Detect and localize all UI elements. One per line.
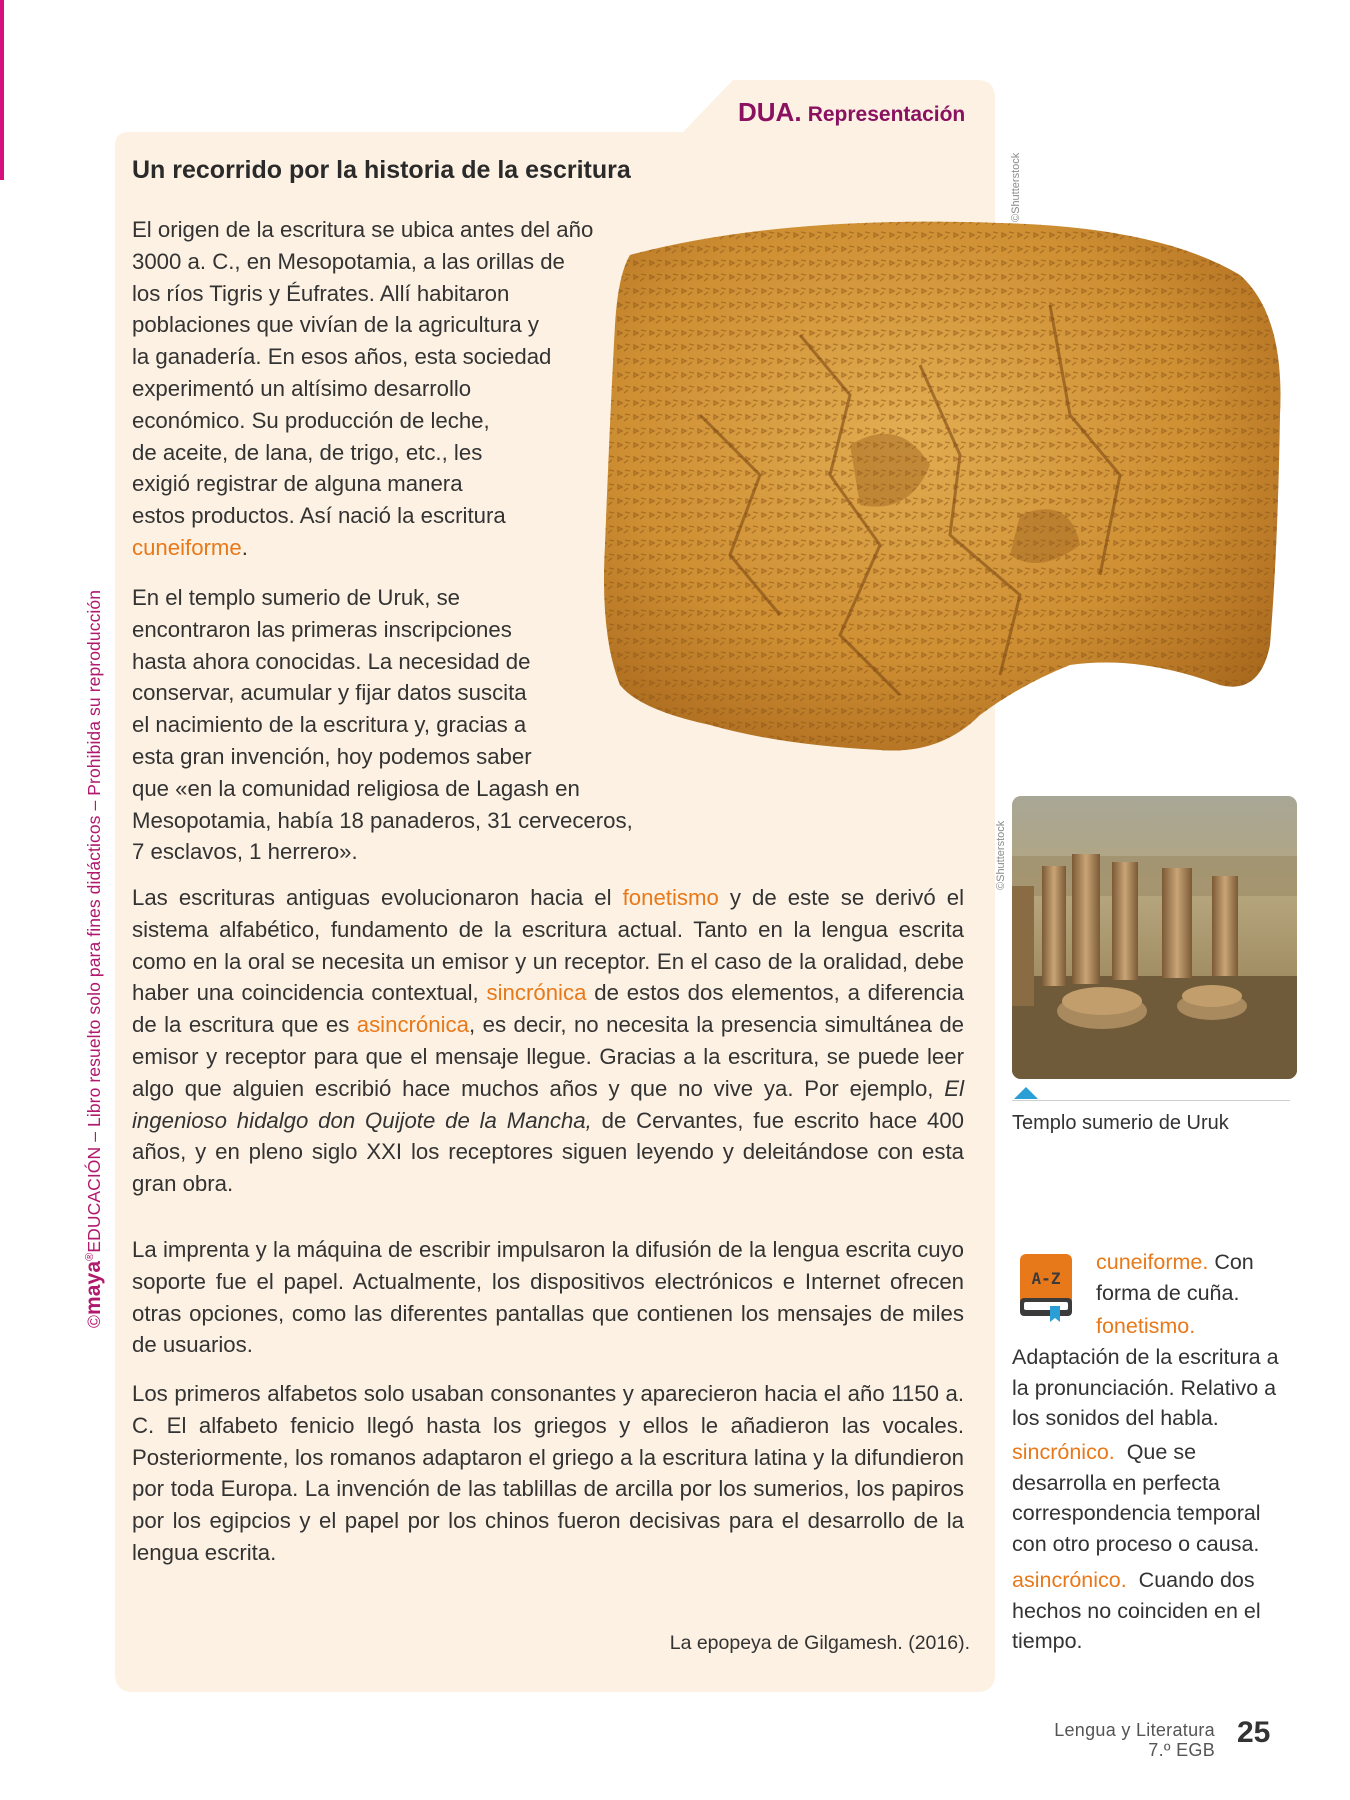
paragraph-phonetism: Las escrituras antiguas evolucionaron hacia el fonetismo y de este se derivó el sistema alfabético, fundamento de la escritura actual. Tanto en la lengua escrita como en la oral se necesita un emisor y un receptor. En el caso de la oralidad, debe haber una coincidencia contextual, sincrónica de estos dos elementos, a diferencia de la escritura que es asincrónica, es decir, no necesita la presencia simultánea de emisor y receptor para que el mensaje llegue. Gracias a la escritura, se puede leer algo que alguien escribió hace muchos años y que no vive ya. Por ejemplo, El ingenioso hidalgo don Quijote de la Mancha, de Cervantes, fue escrito hace 400 años, y en pleno siglo XXI los receptores siguen leyendo y deleitándose con esta gran obra. xyxy=(132,885,964,1197)
glossary-entry-cuneiforme: cuneiforme. Con forma de cuña. xyxy=(1096,1250,1254,1305)
paragraph-uruk: En el templo sumerio de Uruk, se encontraron las primeras inscripciones hasta ahora conocidas. La necesidad de conservar, acumular y fijar datos suscita el nacimiento de la escritura y, gracias a esta gran invención, hoy podemos saber que «en la comunidad religiosa de Lagash en Mesopotamia, había 18 panaderos, 31 cerveceros, 7 esclavos, 1 herrero». xyxy=(132,585,633,865)
photo-caption: Templo sumerio de Uruk xyxy=(1012,1112,1229,1134)
book-title: El ingenioso hidalgo don Quijote de la Mancha, xyxy=(132,1075,964,1133)
copyright-side-text: ©maya®EDUCACIÓN – Libro resuelto solo para fines didácticos – Prohibida su reproducción xyxy=(82,589,105,1328)
glossary-def-fonetismo: Adaptación de la escritura a la pronunciación. Relativo a los sonidos del habla. xyxy=(1012,1345,1279,1430)
term-cuneiforme: cuneiforme xyxy=(132,534,242,560)
term-fonetismo: fonetismo xyxy=(622,885,719,910)
caption-divider xyxy=(1012,1100,1290,1101)
paragraph-printing: La imprenta y la máquina de escribir impulsaron la difusión de la lengua escrita cuyo soporte fue el papel. Actualmente, los dispositivos electrónicos e Internet ofrecen otras opciones, como las diferentes pantallas que contienen los mensajes de miles de usuarios. xyxy=(132,1237,964,1358)
temple-photo xyxy=(1012,796,1297,1079)
glossary-entry-sincronico: sincrónico. Que se desarrolla en perfecta correspondencia temporal con otro proceso o causa. xyxy=(1012,1440,1261,1556)
temple-photo-credit: ©Shutterstock xyxy=(995,820,1007,890)
term-asincronica: asincrónica xyxy=(356,1012,469,1038)
page-edge-marker xyxy=(0,0,4,180)
term-sincronica: sincrónica xyxy=(486,980,587,1006)
page-title: Un recorrido por la historia de la escritura xyxy=(132,156,631,184)
dictionary-icon xyxy=(1016,1252,1076,1324)
dictionary-icon-label: A-Z xyxy=(1031,1269,1061,1288)
cuneiform-tablet-image xyxy=(600,215,1285,770)
glossary-entry-asincronico: asincrónico. Cuando dos hechos no coinciden en el tiempo. xyxy=(1012,1568,1261,1653)
paragraph-alphabets: Los primeros alfabetos solo usaban consonantes y aparecieron hacia el año 1150 a. C. El alfabeto fenicio llegó hasta los griegos y ellos le añadieron las vocales. Posteriormente, los romanos adaptaron el griego a la escritura latina y la difundieron por toda Europa. La invención de las tablillas de arcilla por los sumerios, los papiros por los egipcios y el papel por los chinos fueron decisivas para el desarrollo de la lengua escrita. xyxy=(132,1381,964,1565)
footer-subject: Lengua y Literatura 7.º EGB xyxy=(1054,1720,1215,1760)
page-number: 25 xyxy=(1237,1716,1271,1749)
tablet-photo-credit: ©Shutterstock xyxy=(1010,152,1022,222)
source-citation: La epopeya de Gilgamesh. (2016). xyxy=(669,1632,970,1654)
glossary-term-fonetismo: fonetismo. xyxy=(1096,1314,1196,1338)
paragraph-origin: El origen de la escritura se ubica antes del año 3000 a. C., en Mesopotamia, a las orillas de los ríos Tigris y Éufrates. Allí habitaron poblaciones que vivían de la agricultura y la ganadería. En esos años, esta sociedad experimentó un altísimo desarrollo económico. Su producción de leche, de aceite, de lana, de trigo, etc., les exigió registrar de alguna manera estos productos. Así nació la escritura cuneiforme. xyxy=(132,217,594,560)
dua-badge: DUA. Representación xyxy=(738,97,966,127)
brand-logo-text: maya xyxy=(82,1260,105,1315)
caption-marker-icon xyxy=(1014,1087,1038,1099)
